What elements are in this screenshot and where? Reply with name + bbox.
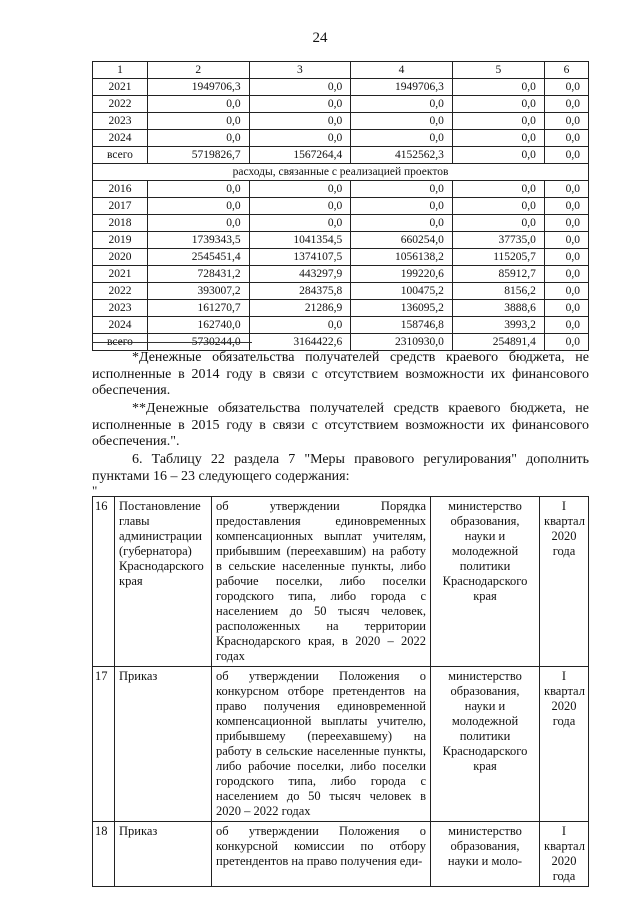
table-cell: 0,0: [544, 181, 588, 198]
finance-table: [92, 61, 589, 351]
table-cell: 728431,2: [147, 266, 249, 283]
table-cell: 5719826,7: [147, 147, 249, 164]
paragraph-6: 6. Таблицу 22 раздела 7 "Меры правового регулирования" дополнить пунктами 16 – 23 следующего содержания:: [92, 452, 589, 484]
table-cell: 0,0: [147, 181, 249, 198]
table-cell: 136095,2: [351, 300, 453, 317]
table-cell: 0,0: [544, 317, 588, 334]
table-cell: 0,0: [249, 215, 351, 232]
table-cell: 161270,7: [147, 300, 249, 317]
table-cell: 0,0: [147, 215, 249, 232]
table-cell: 0,0: [544, 232, 588, 249]
table-cell: 162740,0: [147, 317, 249, 334]
table-cell: 0,0: [544, 147, 588, 164]
table-cell: 199220,6: [351, 266, 453, 283]
table-cell: 85912,7: [452, 266, 544, 283]
table-cell: 1041354,5: [249, 232, 351, 249]
item-number: 17: [93, 667, 115, 822]
table-row: [93, 283, 589, 300]
column-header: 5: [452, 62, 544, 79]
table-cell: 1056138,2: [351, 249, 453, 266]
table-cell: 0,0: [452, 113, 544, 130]
row-label: 2022: [93, 96, 148, 113]
table-cell: 393007,2: [147, 283, 249, 300]
table-cell: 0,0: [544, 79, 588, 96]
open-quote: ": [92, 483, 98, 498]
act-description: об утверждении Порядка предоставления единовременных компенсационных выплат учителям, прибывшим (переехавшим) на работу в сельские населенные пункты, либо рабочие поселки, либо поселки городского типа, либо города с населением до 50 тысяч человек, расположенных на территории Краснодарского края, в 2020 – 2022 годах: [212, 497, 431, 667]
table-row: [93, 232, 589, 249]
table-cell: 37735,0: [452, 232, 544, 249]
table-row: [93, 266, 589, 283]
table-cell: 0,0: [544, 300, 588, 317]
table-cell: 0,0: [544, 283, 588, 300]
act-description: об утверждении Положения о конкурсной комиссии по отбору претендентов на право получения еди-: [212, 822, 431, 887]
footnote-1: *Денежные обязательства получателей средств краевого бюджета, не исполненные в 2014 году в связи с отсутствием возможности их финансового обеспечения.: [92, 350, 589, 398]
table-cell: 254891,4: [452, 334, 544, 351]
column-header: 2: [147, 62, 249, 79]
footnote-separator: [92, 342, 252, 343]
table-cell: 0,0: [452, 198, 544, 215]
table-cell: 3888,6: [452, 300, 544, 317]
table-cell: 0,0: [351, 130, 453, 147]
table-cell: 4152562,3: [351, 147, 453, 164]
table-cell: 0,0: [249, 198, 351, 215]
deadline: I квартал 2020 года: [540, 497, 589, 667]
table-cell: 660254,0: [351, 232, 453, 249]
table-cell: 100475,2: [351, 283, 453, 300]
row-label: 2024: [93, 130, 148, 147]
row-label: 2023: [93, 113, 148, 130]
item-number: 16: [93, 497, 115, 667]
table-row: [93, 317, 589, 334]
table-row: [93, 215, 589, 232]
table-cell: 0,0: [544, 198, 588, 215]
table-cell: 0,0: [544, 215, 588, 232]
responsible-org: министерство образования, науки и молодежной политики Краснодарского края: [431, 497, 540, 667]
finance-table-body: [93, 62, 589, 351]
table-row: [93, 249, 589, 266]
table-cell: 0,0: [544, 249, 588, 266]
table-cell: 0,0: [544, 130, 588, 147]
table-cell: 3993,2: [452, 317, 544, 334]
column-header: 4: [351, 62, 453, 79]
table-cell: 3164422,6: [249, 334, 351, 351]
responsible-org: министерство образования, науки и молодежной политики Краснодарского края: [431, 667, 540, 822]
table-cell: 0,0: [452, 96, 544, 113]
table-cell: 0,0: [249, 181, 351, 198]
table-row: [93, 113, 589, 130]
table-cell: 0,0: [351, 215, 453, 232]
table-cell: 0,0: [351, 181, 453, 198]
table-cell: 1949706,3: [351, 79, 453, 96]
section-row: [93, 164, 589, 181]
table-cell: 0,0: [351, 113, 453, 130]
table-cell: 2545451,4: [147, 249, 249, 266]
table-cell: 0,0: [452, 215, 544, 232]
table-row: [93, 198, 589, 215]
responsible-org: министерство образования, науки и моло-: [431, 822, 540, 887]
act-type: Приказ: [115, 667, 212, 822]
table-cell: 21286,9: [249, 300, 351, 317]
table-cell: 0,0: [452, 130, 544, 147]
column-header: 1: [93, 62, 148, 79]
table-cell: 0,0: [351, 96, 453, 113]
table-cell: 1567264,4: [249, 147, 351, 164]
table-cell: 1739343,5: [147, 232, 249, 249]
table-cell: 0,0: [249, 96, 351, 113]
table-cell: 0,0: [147, 113, 249, 130]
table-cell: 0,0: [452, 147, 544, 164]
table-cell: 0,0: [147, 96, 249, 113]
table-cell: 5730244,0: [147, 334, 249, 351]
table-row: [93, 300, 589, 317]
item-number: 18: [93, 822, 115, 887]
table-cell: 0,0: [249, 130, 351, 147]
row-label: 2020: [93, 249, 148, 266]
act-type: Постановление главы администрации (губернатора) Краснодарского края: [115, 497, 212, 667]
row-label: 2019: [93, 232, 148, 249]
row-label: 2016: [93, 181, 148, 198]
table-cell: 284375,8: [249, 283, 351, 300]
regulation-table-body: [93, 497, 589, 887]
table-cell: 0,0: [249, 113, 351, 130]
table-cell: 1374107,5: [249, 249, 351, 266]
footnote-2: **Денежные обязательства получателей средств краевого бюджета, не исполненные в 2015 году в связи с отсутствием возможности их финансового обеспечения.".: [92, 401, 589, 449]
column-header: 3: [249, 62, 351, 79]
table-row: [93, 181, 589, 198]
table-row: [93, 96, 589, 113]
table-cell: 0,0: [544, 334, 588, 351]
regulation-row: [93, 822, 589, 887]
regulation-table: [92, 496, 589, 887]
row-label: 2024: [93, 317, 148, 334]
table-cell: 0,0: [544, 113, 588, 130]
deadline: I квартал 2020 года: [540, 822, 589, 887]
table-cell: 1949706,3: [147, 79, 249, 96]
table-cell: 443297,9: [249, 266, 351, 283]
table-cell: 0,0: [249, 317, 351, 334]
act-description: об утверждении Положения о конкурсном отборе претендентов на право получения единовременной компенсационной выплаты учителю, прибывшему (переехавшему) на работу в сельские населенные пункты, либо рабочие поселки, либо поселки городского типа, либо города с населением до 50 тысяч человек в 2020 – 2022 годах: [212, 667, 431, 822]
row-label: 2018: [93, 215, 148, 232]
row-label: 2021: [93, 266, 148, 283]
table-cell: 115205,7: [452, 249, 544, 266]
table-cell: 0,0: [147, 198, 249, 215]
row-label: 2023: [93, 300, 148, 317]
page-number: 24: [312, 30, 328, 46]
table-row: [93, 79, 589, 96]
table-header-row: [93, 62, 589, 79]
table-cell: 0,0: [452, 181, 544, 198]
table-cell: 2310930,0: [351, 334, 453, 351]
row-label: 2021: [93, 79, 148, 96]
table-cell: 8156,2: [452, 283, 544, 300]
regulation-row: [93, 667, 589, 822]
table-cell: 158746,8: [351, 317, 453, 334]
regulation-row: [93, 497, 589, 667]
table-cell: 0,0: [452, 79, 544, 96]
row-label: 2017: [93, 198, 148, 215]
row-label: всего: [93, 147, 148, 164]
table-cell: 0,0: [544, 96, 588, 113]
column-header: 6: [544, 62, 588, 79]
table-cell: 0,0: [249, 79, 351, 96]
row-label: всего: [93, 334, 148, 351]
section-title: расходы, связанные с реализацией проектов: [93, 164, 589, 181]
row-label: 2022: [93, 283, 148, 300]
table-cell: 0,0: [147, 130, 249, 147]
table-cell: 0,0: [544, 266, 588, 283]
deadline: I квартал 2020 года: [540, 667, 589, 822]
table-cell: 0,0: [351, 198, 453, 215]
act-type: Приказ: [115, 822, 212, 887]
table-row: [93, 147, 589, 164]
table-row: [93, 130, 589, 147]
